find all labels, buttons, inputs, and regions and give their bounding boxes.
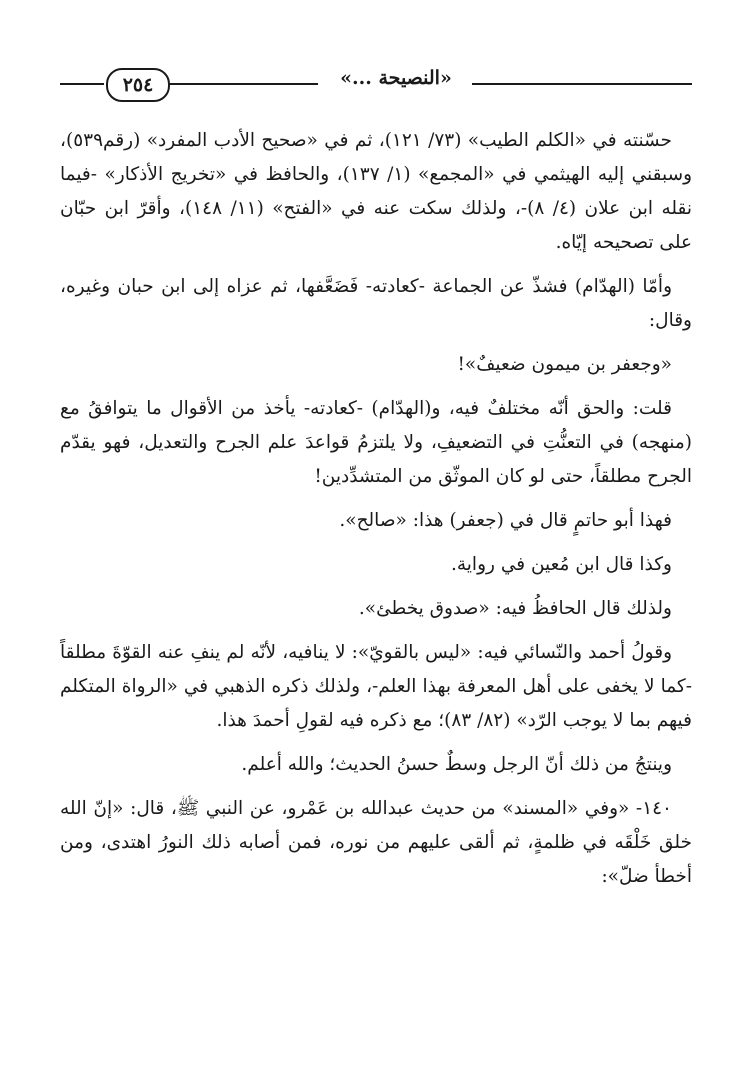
paragraph: وقولُ أحمد والنّسائي فيه: «ليس بالقويّ»: لا ينافيه، لأنّه لم ينفِ عنه القوّةَ مطلقاً -كما لا يخفى على أهل المعرفة بهذا العلم-، ولذلك ذكره الذهبي في «الرواة المتكلم فيهم بما لا يوجب الرّد» (٨٢/ ٨٣)؛ مع ذكره فيه لقولِ أحمدَ هذا. — [60, 642, 692, 731]
hadith-entry: ١٤٠- «وفي «المسند» من حديث عبدالله بن عَمْرو، عن النبي ﷺ، قال: «إنّ الله خلق خَلْقَه في ظلمةٍ، ثم ألقى عليهم من نوره، فمن أصابه ذلك النورُ اهتدى، ومن أخطأ ضلّ»: — [60, 798, 692, 887]
header-rule-left — [60, 83, 104, 85]
running-title: «النصيحة ...» — [340, 67, 452, 89]
page-header — [60, 58, 692, 110]
paragraph: قلت: والحق أنّه مختلفٌ فيه، و(الهدّام) -كعادته- يأخذ من الأقوال ما يتوافقُ مع (منهجه) في التعنُّتِ في التضعيفِ، ولا يلتزمُ قواعدَ علم الجرح والتعديل، فهو يقدّم الجرح مطلقاً، حتى لو كان الموثّق من المتشدِّدين! — [60, 398, 692, 487]
book-page — [60, 58, 692, 1048]
quote-paragraph: «وجعفر بن ميمون ضعيفٌ»! — [457, 354, 672, 375]
paragraph: وأمّا (الهدّام) فشذّ عن الجماعة -كعادته- فَضَعَّفها، ثم عزاه إلى ابن حبان وغيره، وقال: — [60, 276, 692, 331]
header-rule-right — [472, 83, 692, 85]
paragraph: فهذا أبو حاتمٍ قال في (جعفر) هذا: «صالح». — [339, 510, 672, 531]
page-body — [60, 124, 692, 894]
paragraph: وكذا قال ابن مُعين في رواية. — [450, 554, 672, 575]
header-rule-middle — [168, 83, 318, 85]
paragraph: وينتجُ من ذلك أنّ الرجل وسطٌ حسنُ الحديث؛ والله أعلم. — [241, 754, 672, 775]
paragraph: حسّنته في «الكلم الطيب» (٧٣/ ١٢١)، ثم في «صحيح الأدب المفرد» (رقم٥٣٩)، وسبقني إليه الهيثمي في «المجمع» (١/ ١٣٧)، والحافظ في «تخريج الأذكار» -فيما نقله ابن علان (٤/ ٨)-، ولذلك سكت عنه في «الفتح» (١١/ ١٤٨)، وأقرّ ابن حبّان على تصحيحه إيّاه. — [60, 130, 693, 253]
paragraph: ولذلك قال الحافظُ فيه: «صدوق يخطئ». — [358, 598, 672, 619]
page-number: ٢٥٤ — [106, 68, 170, 102]
